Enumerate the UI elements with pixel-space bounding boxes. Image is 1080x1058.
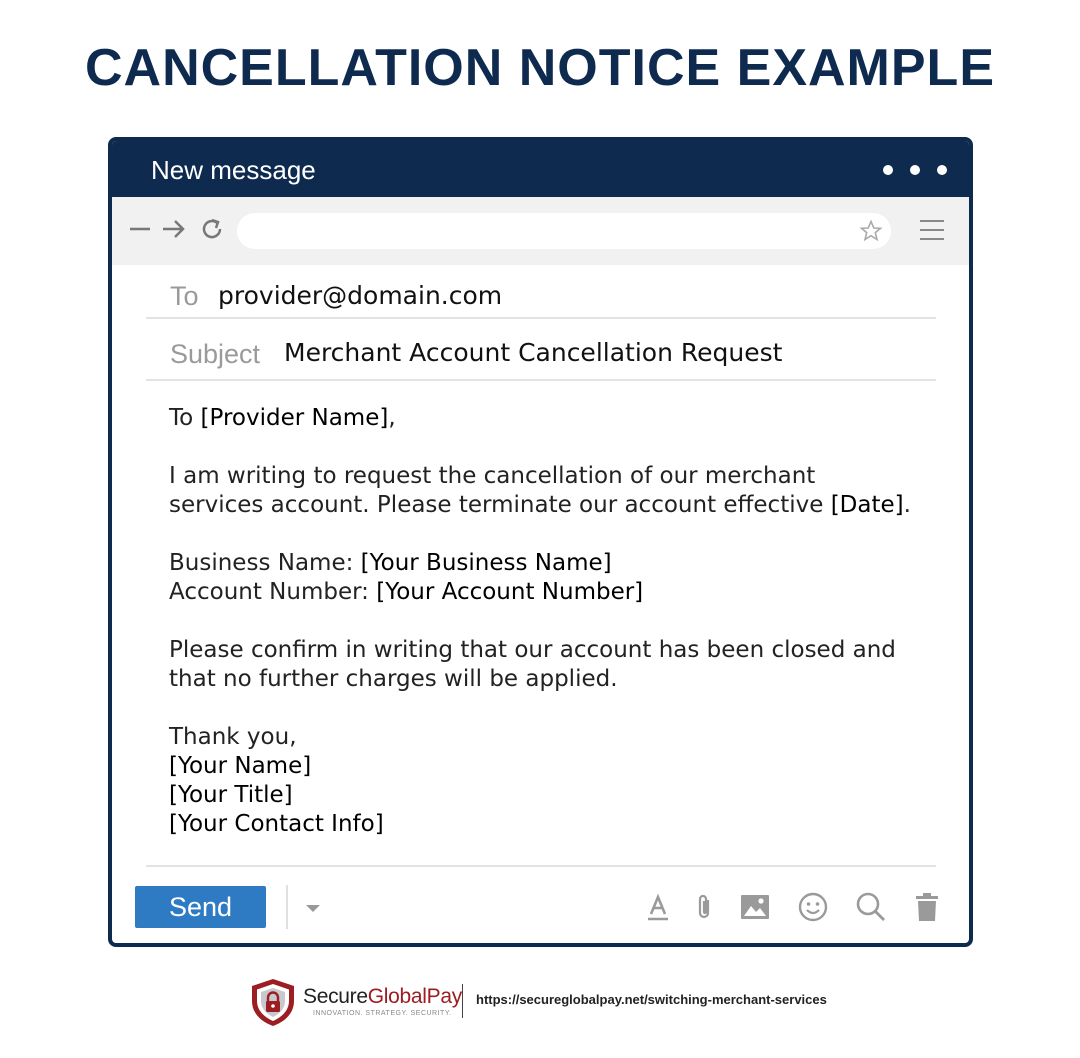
confirm-line-2: that no further charges will be applied. (169, 666, 618, 692)
greeting-suffix: , (388, 405, 396, 431)
to-label: To (170, 281, 199, 311)
account-number-line (169, 578, 929, 607)
shield-lock-logo-icon (248, 977, 298, 1027)
confirm-paragraph (169, 636, 929, 694)
title-bar (112, 141, 969, 197)
email-compose-window (108, 137, 973, 947)
divider (286, 885, 288, 929)
source-url-link[interactable]: https://secureglobalpay.net/switching-merchant-services (476, 992, 827, 1007)
greeting-line (169, 404, 929, 433)
request-paragraph (169, 462, 929, 520)
date-placeholder: [Date] (830, 492, 904, 518)
paperclip-icon[interactable] (689, 891, 721, 923)
subject-field[interactable]: Merchant Account Cancellation Request (284, 338, 783, 367)
brand-name (303, 985, 462, 1009)
back-dash-icon[interactable] (126, 215, 154, 243)
browser-toolbar (112, 197, 969, 265)
to-field-row (146, 265, 936, 319)
page-title: CANCELLATION NOTICE EXAMPLE (84, 39, 996, 97)
request-line-2-end: . (903, 492, 911, 518)
greeting-prefix: To (169, 405, 201, 431)
reload-icon[interactable] (198, 215, 226, 243)
signature-block (169, 723, 929, 839)
chevron-down-icon[interactable] (302, 897, 324, 919)
account-number-label: Account Number: (169, 579, 377, 605)
message-body[interactable] (169, 404, 929, 839)
signature-contact: [Your Contact Info] (169, 811, 384, 837)
closing-line: Thank you, (169, 724, 297, 750)
divider (146, 865, 936, 867)
signature-name: [Your Name] (169, 753, 312, 779)
divider (462, 984, 463, 1018)
request-line-1: I am writing to request the cancellation of our merchant (169, 463, 816, 489)
request-line-2 (169, 491, 929, 520)
address-bar[interactable] (237, 213, 891, 249)
brand-tagline: INNOVATION. STRATEGY. SECURITY. (313, 1010, 452, 1017)
forward-arrow-icon[interactable] (160, 215, 188, 243)
more-horizontal-dots-icon[interactable] (883, 165, 947, 175)
business-name-placeholder: [Your Business Name] (360, 550, 612, 576)
provider-name-placeholder: [Provider Name] (200, 405, 389, 431)
business-name-line (169, 549, 929, 578)
image-icon[interactable] (739, 891, 771, 923)
brand-part-1: Secure (303, 985, 368, 1008)
to-field[interactable]: provider@domain.com (218, 281, 503, 310)
search-icon[interactable] (855, 891, 887, 923)
subject-field-row (146, 319, 936, 381)
signature-title: [Your Title] (169, 782, 293, 808)
brand-part-2: GlobalPay (367, 985, 462, 1008)
hamburger-menu-icon[interactable] (919, 219, 945, 241)
window-title: New message (151, 155, 316, 185)
emoji-icon[interactable] (797, 891, 829, 923)
confirm-line-1: Please confirm in writing that our account has been closed and (169, 637, 896, 663)
send-button[interactable]: Send (135, 886, 266, 928)
account-details (169, 549, 929, 607)
request-line-2-text: services account. Please terminate our account effective (169, 492, 831, 518)
bookmark-star-icon[interactable] (859, 219, 883, 243)
subject-label: Subject (170, 339, 261, 369)
account-number-placeholder: [Your Account Number] (376, 579, 644, 605)
business-name-label: Business Name: (169, 550, 361, 576)
footer (0, 975, 1080, 1035)
text-format-icon[interactable] (642, 891, 674, 923)
trash-icon[interactable] (911, 891, 943, 923)
